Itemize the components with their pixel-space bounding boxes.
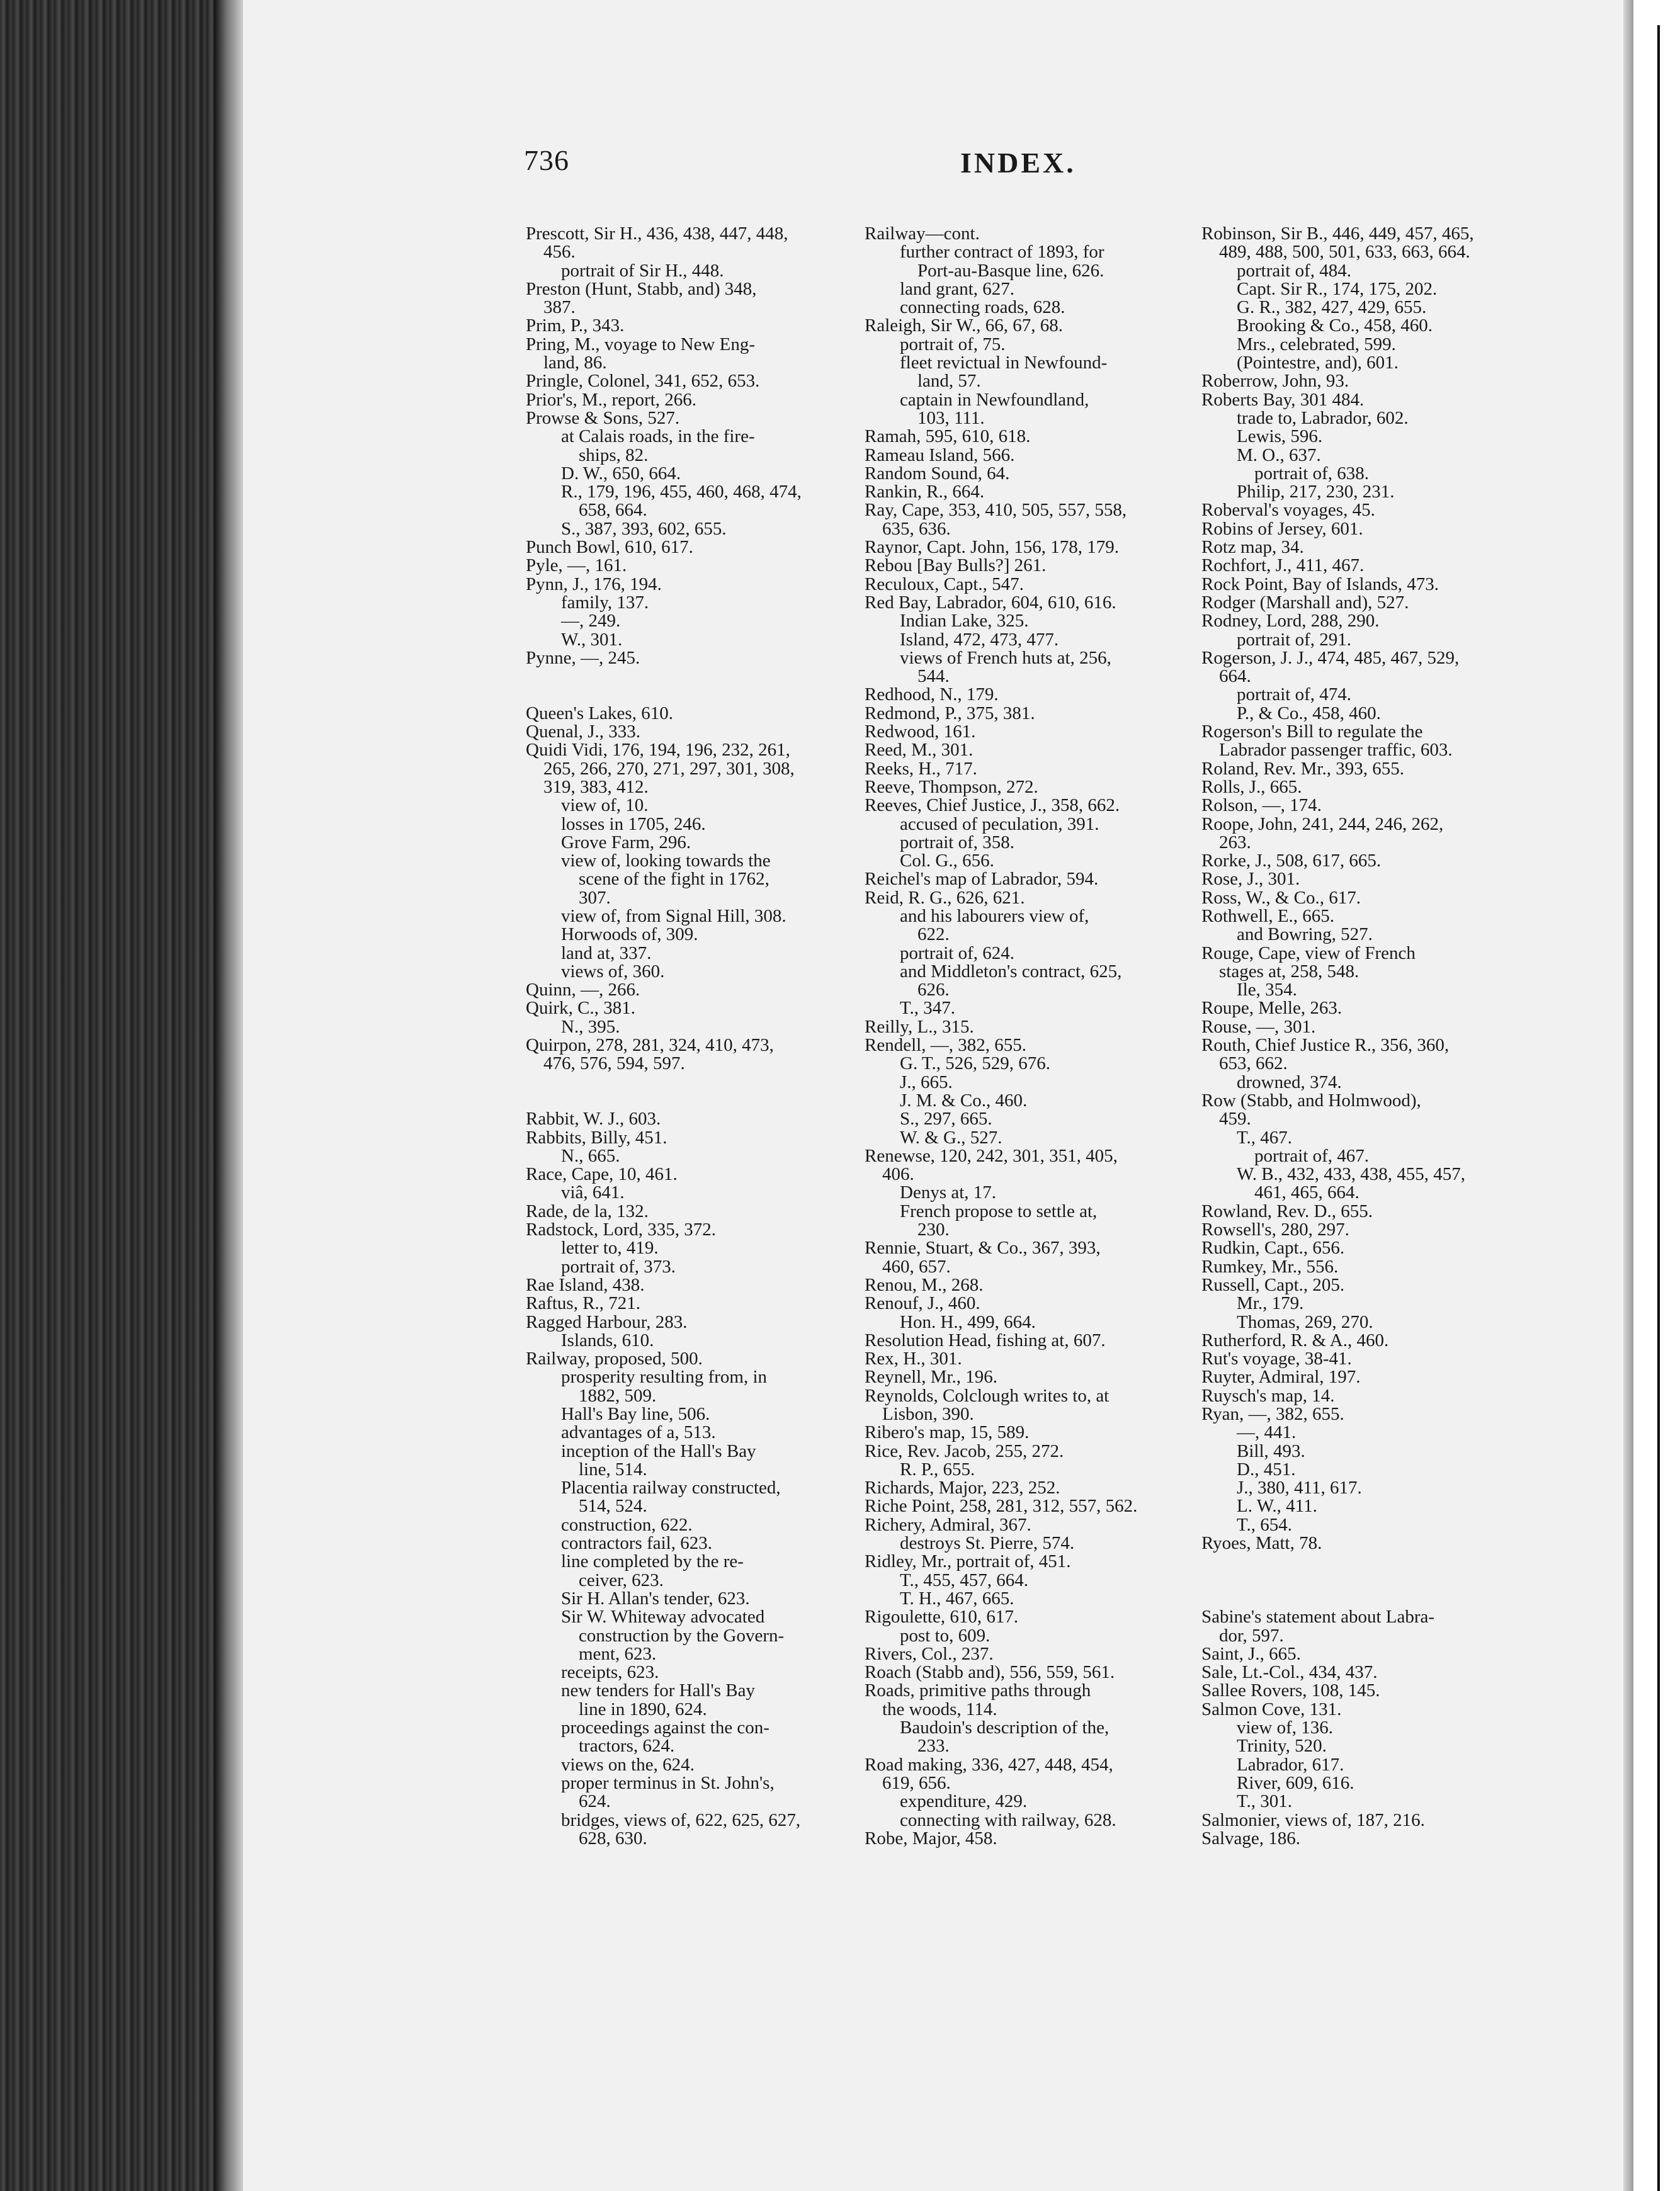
index-entry: Rogerson's Bill to regulate the bbox=[1201, 722, 1423, 742]
index-subentry: fleet revictual in Newfound- bbox=[900, 353, 1108, 373]
facing-page-strip bbox=[1633, 0, 1680, 2191]
index-gap bbox=[526, 667, 841, 686]
index-subentry: 653, 662. bbox=[1219, 1053, 1288, 1074]
index-subentry: views of French huts at, 256, bbox=[900, 647, 1111, 668]
index-entry: Rotz map, 34. bbox=[1201, 537, 1304, 558]
index-subentry: line, 514. bbox=[579, 1459, 647, 1480]
index-entry: Ross, W., & Co., 617. bbox=[1201, 887, 1361, 908]
index-entry: Rae Island, 438. bbox=[526, 1274, 645, 1295]
index-entry: Rouse, —, 301. bbox=[1201, 1016, 1316, 1037]
index-subentry: and his labourers view of, bbox=[900, 905, 1089, 926]
index-subentry: captain in Newfoundland, bbox=[900, 389, 1089, 410]
index-subentry: T., 347. bbox=[900, 998, 956, 1019]
index-subentry: view of, 10. bbox=[561, 795, 649, 816]
index-subentry: 456. bbox=[543, 242, 576, 263]
index-entry: Preston (Hunt, Stabb, and) 348, bbox=[526, 278, 757, 299]
index-subentry: 461, 465, 664. bbox=[1254, 1182, 1359, 1203]
index-subentry: portrait of Sir H., 448. bbox=[561, 260, 724, 281]
index-column-3 bbox=[1201, 225, 1516, 1848]
index-entry: Roope, John, 241, 244, 246, 262, bbox=[1201, 813, 1444, 834]
index-subentry: R., 179, 196, 455, 460, 468, 474, bbox=[561, 482, 802, 502]
index-subentry: advantages of a, 513. bbox=[561, 1422, 716, 1443]
index-subentry: letter to, 419. bbox=[561, 1238, 659, 1259]
index-subentry: and Bowring, 527. bbox=[1237, 924, 1373, 945]
index-subentry: Bill, 493. bbox=[1237, 1441, 1305, 1461]
index-subentry: G. T., 526, 529, 676. bbox=[900, 1053, 1050, 1074]
index-entry: Quenal, J., 333. bbox=[526, 722, 641, 742]
index-entry: Salvage, 186. bbox=[1201, 1828, 1301, 1848]
index-subentry: portrait of, 373. bbox=[561, 1256, 676, 1277]
index-entry: Rex, H., 301. bbox=[865, 1349, 962, 1369]
index-subentry: Indian Lake, 325. bbox=[900, 611, 1029, 631]
index-entry: Reed, M., 301. bbox=[865, 740, 973, 761]
index-subentry: 307. bbox=[579, 887, 611, 908]
index-subentry: Lisbon, 390. bbox=[882, 1404, 974, 1424]
index-subentry: destroys St. Pierre, 574. bbox=[900, 1533, 1075, 1554]
index-entry: Row (Stabb, and Holmwood), bbox=[1201, 1090, 1421, 1111]
index-entry: Rigoulette, 610, 617. bbox=[865, 1607, 1019, 1628]
index-subentry: Mr., 179. bbox=[1237, 1293, 1304, 1314]
index-entry: Radstock, Lord, 335, 372. bbox=[526, 1220, 717, 1240]
index-subentry: dor, 597. bbox=[1219, 1625, 1284, 1646]
index-subentry: portrait of, 358. bbox=[900, 832, 1015, 852]
index-entry: Rudkin, Capt., 656. bbox=[1201, 1238, 1345, 1259]
index-subentry: L. W., 411. bbox=[1237, 1496, 1317, 1517]
index-entry: Prowse & Sons, 527. bbox=[526, 407, 680, 428]
index-subentry: 265, 266, 270, 271, 297, 301, 308, bbox=[543, 758, 795, 779]
index-entry: Salmon Cove, 131. bbox=[1201, 1699, 1342, 1719]
index-entry: Reynell, Mr., 196. bbox=[865, 1367, 998, 1388]
index-subentry: 233. bbox=[917, 1736, 950, 1757]
index-subentry: Island, 472, 473, 477. bbox=[900, 629, 1059, 650]
index-entry: Pringle, Colonel, 341, 652, 653. bbox=[526, 371, 760, 392]
index-subentry: T., 301. bbox=[1237, 1791, 1293, 1812]
index-entry: Roupe, Melle, 263. bbox=[1201, 998, 1342, 1019]
index-entry: Sale, Lt.-Col., 434, 437. bbox=[1201, 1662, 1378, 1683]
index-entry: Reeves, Chief Justice, J., 358, 662. bbox=[865, 795, 1120, 816]
index-entry: Sallee Rovers, 108, 145. bbox=[1201, 1680, 1380, 1701]
index-subentry: River, 609, 616. bbox=[1237, 1772, 1354, 1793]
index-subentry: Baudoin's description of the, bbox=[900, 1718, 1110, 1738]
index-subentry: 263. bbox=[1219, 832, 1251, 852]
index-subentry: new tenders for Hall's Bay bbox=[561, 1680, 756, 1701]
index-subentry: 489, 488, 500, 501, 633, 663, 664. bbox=[1219, 242, 1470, 263]
index-subentry: 103, 111. bbox=[917, 407, 985, 428]
index-entry: Ragged Harbour, 283. bbox=[526, 1311, 688, 1332]
index-entry: Rameau Island, 566. bbox=[865, 444, 1015, 465]
index-entry: Rumkey, Mr., 556. bbox=[1201, 1256, 1339, 1277]
index-entry: Renouf, J., 460. bbox=[865, 1293, 980, 1314]
index-entry: Railway—cont. bbox=[865, 224, 980, 244]
index-gap bbox=[526, 686, 841, 704]
index-subentry: view of, from Signal Hill, 308. bbox=[561, 905, 786, 926]
index-subentry: the woods, 114. bbox=[882, 1699, 997, 1719]
index-subentry: expenditure, 429. bbox=[900, 1791, 1028, 1812]
index-entry: Raleigh, Sir W., 66, 67, 68. bbox=[865, 315, 1063, 336]
index-subentry: J., 380, 411, 617. bbox=[1237, 1478, 1362, 1498]
index-entry: Renewse, 120, 242, 301, 351, 405, bbox=[865, 1145, 1118, 1166]
index-entry: Ryoes, Matt, 78. bbox=[1201, 1533, 1322, 1554]
index-subentry: construction by the Govern- bbox=[579, 1625, 785, 1646]
index-subentry: Grove Farm, 296. bbox=[561, 832, 691, 852]
index-subentry: 628, 630. bbox=[579, 1828, 647, 1848]
index-entry: Quirpon, 278, 281, 324, 410, 473, bbox=[526, 1035, 774, 1056]
index-subentry: 626. bbox=[917, 980, 950, 1000]
index-subentry: Ile, 354. bbox=[1237, 980, 1297, 1000]
index-subentry: views of, 360. bbox=[561, 961, 665, 982]
index-subentry: Trinity, 520. bbox=[1237, 1736, 1327, 1757]
index-subentry: connecting roads, 628. bbox=[900, 297, 1065, 318]
index-subentry: contractors fail, 623. bbox=[561, 1533, 712, 1554]
index-entry: Prescott, Sir H., 436, 438, 447, 448, bbox=[526, 224, 788, 244]
index-entry: Ray, Cape, 353, 410, 505, 557, 558, bbox=[865, 500, 1127, 521]
index-subentry: scene of the fight in 1762, bbox=[579, 869, 769, 890]
index-subentry: 230. bbox=[917, 1220, 950, 1240]
index-entry: Rothwell, E., 665. bbox=[1201, 905, 1335, 926]
index-subentry: 664. bbox=[1219, 666, 1251, 687]
spine-shadow bbox=[214, 0, 243, 2191]
index-entry: Reichel's map of Labrador, 594. bbox=[865, 869, 1099, 890]
index-entry: Rodney, Lord, 288, 290. bbox=[1201, 611, 1380, 631]
index-subentry: accused of peculation, 391. bbox=[900, 813, 1099, 834]
index-entry: Reid, R. G., 626, 621. bbox=[865, 887, 1025, 908]
index-subentry: prosperity resulting from, in bbox=[561, 1367, 768, 1388]
index-subentry: Brooking & Co., 458, 460. bbox=[1237, 315, 1433, 336]
index-entry: Prior's, M., report, 266. bbox=[526, 389, 697, 410]
index-subentry: proper terminus in St. John's, bbox=[561, 1772, 775, 1793]
index-subentry: R. P., 655. bbox=[900, 1459, 975, 1480]
index-subentry: view of, looking towards the bbox=[561, 851, 771, 871]
index-entry: Rice, Rev. Jacob, 255, 272. bbox=[865, 1441, 1064, 1461]
index-entry: Quirk, C., 381. bbox=[526, 998, 635, 1019]
index-entry: Rolls, J., 665. bbox=[1201, 776, 1302, 797]
index-subentry: portrait of, 291. bbox=[1237, 629, 1352, 650]
index-entry: Ramah, 595, 610, 618. bbox=[865, 426, 1031, 447]
index-entry: Riche Point, 258, 281, 312, 557, 562. bbox=[865, 1496, 1138, 1517]
index-subentry: S., 387, 393, 602, 655. bbox=[561, 518, 727, 539]
index-gap bbox=[526, 1073, 841, 1092]
index-subentry: post to, 609. bbox=[900, 1625, 990, 1646]
index-subentry: proceedings against the con- bbox=[561, 1718, 769, 1738]
index-subentry: —, 249. bbox=[561, 611, 621, 631]
index-entry: Pring, M., voyage to New Eng- bbox=[526, 334, 756, 354]
index-entry: Rouge, Cape, view of French bbox=[1201, 943, 1416, 963]
index-entry: Routh, Chief Justice R., 356, 360, bbox=[1201, 1035, 1450, 1056]
index-subentry: at Calais roads, in the fire- bbox=[561, 426, 755, 447]
index-subentry: losses in 1705, 246. bbox=[561, 813, 706, 834]
index-gap bbox=[1201, 1553, 1516, 1571]
index-subentry: Hon. H., 499, 664. bbox=[900, 1311, 1036, 1332]
index-subentry: land at, 337. bbox=[561, 943, 652, 963]
index-subentry: T., 654. bbox=[1237, 1514, 1293, 1535]
index-entry: Ryan, —, 382, 655. bbox=[1201, 1404, 1344, 1424]
index-entry: Salmonier, views of, 187, 216. bbox=[1201, 1809, 1425, 1830]
index-entry: Random Sound, 64. bbox=[865, 463, 1010, 484]
index-entry: Quinn, —, 266. bbox=[526, 980, 640, 1000]
index-entry: Reculoux, Capt., 547. bbox=[865, 574, 1024, 594]
index-entry: Ruyter, Admiral, 197. bbox=[1201, 1367, 1361, 1388]
index-subentry: Mrs., celebrated, 599. bbox=[1237, 334, 1396, 354]
index-entry: Robinson, Sir B., 446, 449, 457, 465, bbox=[1201, 224, 1474, 244]
index-subentry: J., 665. bbox=[900, 1072, 953, 1092]
index-subentry: ships, 82. bbox=[579, 444, 649, 465]
index-entry: Roberts Bay, 301 484. bbox=[1201, 389, 1365, 410]
index-subentry: Port-au-Basque line, 626. bbox=[917, 260, 1104, 281]
index-subentry: further contract of 1893, for bbox=[900, 242, 1104, 263]
index-entry: Roberrow, John, 93. bbox=[1201, 371, 1349, 392]
index-subentry: 460, 657. bbox=[882, 1256, 951, 1277]
index-subentry: D. W., 650, 664. bbox=[561, 463, 681, 484]
index-gap bbox=[1201, 1590, 1516, 1608]
index-subentry: Islands, 610. bbox=[561, 1330, 654, 1350]
index-entry: Sabine's statement about Labra- bbox=[1201, 1607, 1435, 1628]
index-entry: Rivers, Col., 237. bbox=[865, 1643, 994, 1664]
index-subentry: D., 451. bbox=[1237, 1459, 1296, 1480]
index-subentry: N., 395. bbox=[561, 1016, 620, 1037]
index-entry: Robins of Jersey, 601. bbox=[1201, 518, 1363, 539]
index-subentry: views on the, 624. bbox=[561, 1754, 695, 1775]
index-entry: Rut's voyage, 38-41. bbox=[1201, 1349, 1352, 1369]
index-entry: Rebou [Bay Bulls?] 261. bbox=[865, 555, 1047, 576]
index-subentry: ceiver, 623. bbox=[579, 1570, 664, 1590]
index-entry: Pynn, J., 176, 194. bbox=[526, 574, 662, 594]
index-entry: Ribero's map, 15, 589. bbox=[865, 1422, 1030, 1443]
index-subentry: portrait of, 75. bbox=[900, 334, 1006, 354]
index-column-2 bbox=[865, 225, 1173, 1848]
index-subentry: viâ, 641. bbox=[561, 1182, 625, 1203]
index-entry: Redmond, P., 375, 381. bbox=[865, 703, 1035, 723]
index-entry: Rendell, —, 382, 655. bbox=[865, 1035, 1026, 1056]
index-entry: Prim, P., 343. bbox=[526, 315, 625, 336]
index-entry: Reeve, Thompson, 272. bbox=[865, 776, 1038, 797]
index-subentry: 459. bbox=[1219, 1109, 1251, 1129]
page-number: 736 bbox=[524, 144, 569, 176]
index-subentry: W., 301. bbox=[561, 629, 623, 650]
index-subentry: N., 665. bbox=[561, 1145, 620, 1166]
index-subentry: portrait of, 474. bbox=[1237, 684, 1352, 705]
index-subentry: Labrador, 617. bbox=[1237, 1754, 1344, 1775]
index-subentry: Capt. Sir R., 174, 175, 202. bbox=[1237, 278, 1438, 299]
index-subentry: view of, 136. bbox=[1237, 1718, 1334, 1738]
index-entry: Rorke, J., 508, 617, 665. bbox=[1201, 851, 1382, 871]
index-subentry: trade to, Labrador, 602. bbox=[1237, 407, 1409, 428]
index-entry: Rabbits, Billy, 451. bbox=[526, 1127, 667, 1148]
index-subentry: 619, 656. bbox=[882, 1772, 951, 1793]
index-gap bbox=[1201, 1571, 1516, 1590]
index-entry: Rodger (Marshall and), 527. bbox=[1201, 592, 1409, 613]
index-entry: Pynne, —, 245. bbox=[526, 647, 640, 668]
index-subentry: Philip, 217, 230, 231. bbox=[1237, 482, 1395, 502]
index-subentry: J. M. & Co., 460. bbox=[900, 1090, 1028, 1111]
index-subentry: W. & G., 527. bbox=[900, 1127, 1002, 1148]
index-subentry: tractors, 624. bbox=[579, 1736, 675, 1757]
index-entry: Roberval's voyages, 45. bbox=[1201, 500, 1375, 521]
index-entry: Rabbit, W. J., 603. bbox=[526, 1109, 661, 1129]
index-column-1 bbox=[526, 225, 841, 1848]
index-entry: Redwood, 161. bbox=[865, 722, 976, 742]
index-subentry: 544. bbox=[917, 666, 950, 687]
index-subentry: 1882, 509. bbox=[579, 1385, 657, 1406]
page-title: INDEX. bbox=[960, 147, 1076, 179]
index-subentry: 387. bbox=[543, 297, 576, 318]
index-subentry: P., & Co., 458, 460. bbox=[1237, 703, 1381, 723]
index-subentry: 624. bbox=[579, 1791, 611, 1812]
index-subentry: W. B., 432, 433, 438, 455, 457, bbox=[1237, 1164, 1466, 1185]
index-subentry: Lewis, 596. bbox=[1237, 426, 1323, 447]
index-subentry: (Pointestre, and), 601. bbox=[1237, 353, 1399, 373]
index-entry: Rogerson, J. J., 474, 485, 467, 529, bbox=[1201, 647, 1460, 668]
index-entry: Red Bay, Labrador, 604, 610, 616. bbox=[865, 592, 1116, 613]
index-entry: Rose, J., 301. bbox=[1201, 869, 1300, 890]
index-subentry: bridges, views of, 622, 625, 627, bbox=[561, 1809, 801, 1830]
index-subentry: T. H., 467, 665. bbox=[900, 1588, 1014, 1609]
index-subentry: Thomas, 269, 270. bbox=[1237, 1311, 1373, 1332]
index-subentry: Labrador passenger traffic, 603. bbox=[1219, 740, 1453, 761]
index-subentry: 514, 524. bbox=[579, 1496, 647, 1517]
index-entry: Railway, proposed, 500. bbox=[526, 1349, 703, 1369]
index-subentry: Sir W. Whiteway advocated bbox=[561, 1607, 765, 1628]
index-subentry: 319, 383, 412. bbox=[543, 776, 649, 797]
index-subentry: 635, 636. bbox=[882, 518, 951, 539]
index-subentry: receipts, 623. bbox=[561, 1662, 659, 1683]
index-entry: Richery, Admiral, 367. bbox=[865, 1514, 1031, 1535]
index-entry: Rowsell's, 280, 297. bbox=[1201, 1220, 1349, 1240]
index-entry: Rolson, —, 174. bbox=[1201, 795, 1322, 816]
index-subentry: line in 1890, 624. bbox=[579, 1699, 707, 1719]
index-entry: Saint, J., 665. bbox=[1201, 1643, 1301, 1664]
index-entry: Quidi Vidi, 176, 194, 196, 232, 261, bbox=[526, 740, 790, 761]
index-subentry: family, 137. bbox=[561, 592, 649, 613]
index-subentry: land, 86. bbox=[543, 353, 607, 373]
index-entry: Rowland, Rev. D., 655. bbox=[1201, 1201, 1373, 1221]
index-entry: Reeks, H., 717. bbox=[865, 758, 977, 779]
index-subentry: T., 467. bbox=[1237, 1127, 1293, 1148]
index-entry: Rochfort, J., 411, 467. bbox=[1201, 555, 1365, 576]
index-subentry: stages at, 258, 548. bbox=[1219, 961, 1359, 982]
index-entry: Ruysch's map, 14. bbox=[1201, 1385, 1335, 1406]
index-entry: Road making, 336, 427, 448, 454, bbox=[865, 1754, 1113, 1775]
index-entry: Renou, M., 268. bbox=[865, 1274, 984, 1295]
index-entry: Pyle, —, 161. bbox=[526, 555, 627, 576]
index-entry: Resolution Head, fishing at, 607. bbox=[865, 1330, 1106, 1350]
index-subentry: land grant, 627. bbox=[900, 278, 1015, 299]
facing-page-border bbox=[1657, 25, 1660, 2191]
index-entry: Raynor, Capt. John, 156, 178, 179. bbox=[865, 537, 1120, 558]
index-entry: Rade, de la, 132. bbox=[526, 1201, 649, 1221]
page-right-edge bbox=[1623, 0, 1633, 2191]
index-subentry: drowned, 374. bbox=[1237, 1072, 1342, 1092]
index-subentry: 406. bbox=[882, 1164, 914, 1185]
index-entry: Robe, Major, 458. bbox=[865, 1828, 997, 1848]
index-subentry: connecting with railway, 628. bbox=[900, 1809, 1116, 1830]
index-entry: Roach (Stabb and), 556, 559, 561. bbox=[865, 1662, 1115, 1683]
index-subentry: 658, 664. bbox=[579, 500, 647, 521]
index-entry: Queen's Lakes, 610. bbox=[526, 703, 673, 723]
index-subentry: 622. bbox=[917, 924, 950, 945]
index-subentry: Denys at, 17. bbox=[900, 1182, 997, 1203]
index-entry: Raftus, R., 721. bbox=[526, 1293, 641, 1314]
index-subentry: —, 441. bbox=[1237, 1422, 1297, 1443]
index-gap bbox=[526, 1092, 841, 1110]
index-entry: Rutherford, R. & A., 460. bbox=[1201, 1330, 1389, 1350]
index-subentry: French propose to settle at, bbox=[900, 1201, 1098, 1221]
index-subentry: inception of the Hall's Bay bbox=[561, 1441, 756, 1461]
index-subentry: construction, 622. bbox=[561, 1514, 693, 1535]
index-entry: Reilly, L., 315. bbox=[865, 1016, 974, 1037]
index-subentry: portrait of, 484. bbox=[1237, 260, 1352, 281]
index-subentry: Hall's Bay line, 506. bbox=[561, 1404, 710, 1424]
index-subentry: portrait of, 638. bbox=[1254, 463, 1370, 484]
index-subentry: Horwoods of, 309. bbox=[561, 924, 698, 945]
index-entry: Rock Point, Bay of Islands, 473. bbox=[1201, 574, 1439, 594]
index-entry: Richards, Major, 223, 252. bbox=[865, 1478, 1060, 1498]
index-subentry: M. O., 637. bbox=[1237, 444, 1321, 465]
index-subentry: Col. G., 656. bbox=[900, 851, 994, 871]
index-subentry: portrait of, 467. bbox=[1254, 1145, 1370, 1166]
index-subentry: S., 297, 665. bbox=[900, 1109, 992, 1129]
index-entry: Race, Cape, 10, 461. bbox=[526, 1164, 678, 1185]
index-subentry: land, 57. bbox=[917, 371, 981, 392]
index-entry: Rennie, Stuart, & Co., 367, 393, bbox=[865, 1238, 1101, 1259]
index-entry: Russell, Capt., 205. bbox=[1201, 1274, 1345, 1295]
index-entry: Redhood, N., 179. bbox=[865, 684, 999, 705]
index-subentry: Sir H. Allan's tender, 623. bbox=[561, 1588, 750, 1609]
index-subentry: line completed by the re- bbox=[561, 1551, 744, 1572]
index-subentry: T., 455, 457, 664. bbox=[900, 1570, 1029, 1590]
index-subentry: ment, 623. bbox=[579, 1643, 657, 1664]
index-entry: Reynolds, Colclough writes to, at bbox=[865, 1385, 1110, 1406]
index-entry: Punch Bowl, 610, 617. bbox=[526, 537, 693, 558]
index-subentry: Placentia railway constructed, bbox=[561, 1478, 781, 1498]
index-entry: Ridley, Mr., portrait of, 451. bbox=[865, 1551, 1071, 1572]
index-subentry: G. R., 382, 427, 429, 655. bbox=[1237, 297, 1427, 318]
index-subentry: portrait of, 624. bbox=[900, 943, 1015, 963]
index-entry: Roads, primitive paths through bbox=[865, 1680, 1091, 1701]
index-subentry: 476, 576, 594, 597. bbox=[543, 1053, 685, 1074]
index-entry: Rankin, R., 664. bbox=[865, 482, 985, 502]
index-entry: Roland, Rev. Mr., 393, 655. bbox=[1201, 758, 1404, 779]
index-subentry: and Middleton's contract, 625, bbox=[900, 961, 1122, 982]
book-spine-pages bbox=[0, 0, 224, 2191]
